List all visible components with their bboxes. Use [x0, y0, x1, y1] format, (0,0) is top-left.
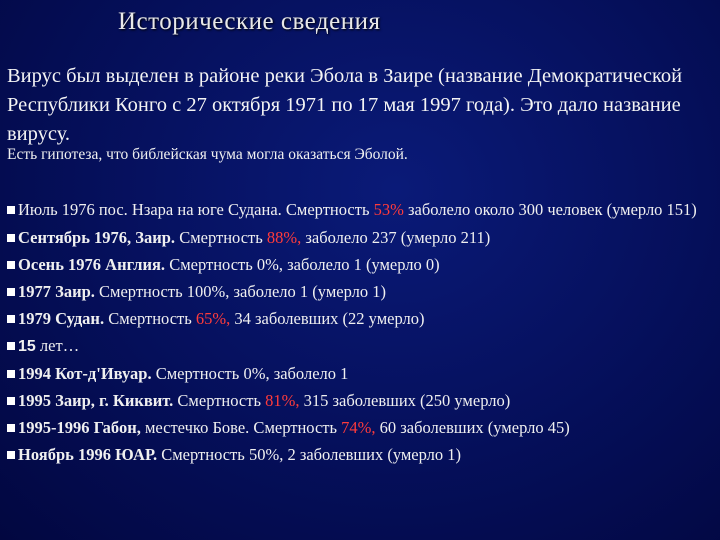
outbreak-list — [7, 198, 719, 468]
bullet-icon — [7, 424, 15, 432]
mortality-rate: 50% — [248, 445, 280, 464]
bullet-icon — [7, 315, 15, 323]
mortality-rate: 0% — [243, 364, 266, 383]
bullet-icon — [7, 288, 15, 296]
hypothesis-text: Есть гипотеза, что библейская чума могла оказаться Эболой. — [7, 146, 408, 163]
bullet-icon — [7, 261, 15, 269]
intro-paragraph: Вирус был выделен в районе реки Эбола в Заире (название Демократической Республики Конго с 27 октября 1971 по 17 мая 1997 года). Это дало название вирусу. — [7, 65, 683, 145]
outbreak-date: 1994 Кот-д'Ивуар. — [18, 364, 152, 383]
outbreak-date: Июль 1976 пос. Нзара — [18, 200, 174, 219]
mortality-rate: 0% — [256, 255, 279, 274]
mortality-rate: 65%, — [195, 309, 231, 328]
bullet-icon — [7, 234, 15, 242]
bullet-icon — [7, 370, 15, 378]
list-item: Сентябрь 1976, Заир. Смертность 88%, заболело 237 (умерло 211) — [7, 224, 719, 251]
list-item: 1995-1996 Габон, местечко Бове. Смертность 74%, 60 заболевших (умерло 45) — [7, 414, 719, 441]
outbreak-date: 15 — [18, 338, 36, 355]
list-item: Июль 1976 пос. Нзара на юге Судана. Смертность 53% заболело около 300 человек (умерло 151) — [7, 198, 719, 221]
mortality-rate: 74%, — [341, 418, 376, 437]
bullet-icon — [7, 397, 15, 405]
outbreak-date: 1979 Судан. — [18, 309, 105, 328]
outbreak-date: 1995 Заир, г. Киквит. — [18, 391, 174, 410]
list-item: 1977 Заир. Смертность 100%, заболело 1 (умерло 1) — [7, 278, 719, 305]
mortality-rate: 100% — [186, 282, 226, 301]
list-item: Осень 1976 Англия. Смертность 0%, заболело 1 (умерло 0) — [7, 251, 719, 278]
mortality-rate: 53% — [373, 200, 404, 219]
bullet-icon — [7, 451, 15, 459]
mortality-rate: 81%, — [265, 391, 300, 410]
mortality-rate: 88%, — [266, 228, 302, 247]
list-item: Ноябрь 1996 ЮАР. Смертность 50%, 2 заболевших (умерло 1) — [7, 441, 719, 468]
list-item: 1995 Заир, г. Киквит. Смертность 81%, 315 заболевших (250 умерло) — [7, 387, 719, 414]
list-item: 1994 Кот-д'Ивуар. Смертность 0%, заболело 1 — [7, 360, 719, 387]
slide-title: Исторические сведения — [118, 8, 381, 35]
outbreak-date: Сентябрь 1976, Заир. — [18, 228, 176, 247]
outbreak-date: Осень 1976 Англия. — [18, 255, 166, 274]
bullet-icon — [7, 342, 15, 350]
list-item: 15 лет… — [7, 332, 719, 360]
outbreak-date: Ноябрь 1996 ЮАР. — [18, 445, 158, 464]
outbreak-date: 1977 Заир. — [18, 282, 95, 301]
bullet-icon — [7, 206, 15, 214]
list-item: 1979 Судан. Смертность 65%, 34 заболевших (22 умерло) — [7, 305, 719, 332]
outbreak-date: 1995-1996 Габон, — [18, 418, 141, 437]
